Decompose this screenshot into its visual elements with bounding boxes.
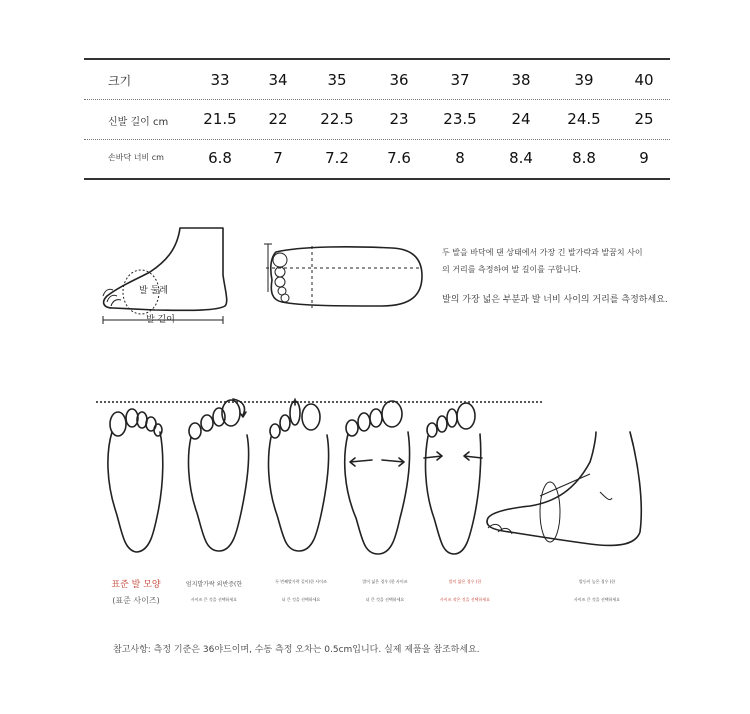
foot-type-bunion-sub: 사이즈 큰 것을 선택하세요 bbox=[190, 597, 238, 602]
length-label: 발 길이 bbox=[146, 315, 175, 325]
measure-desc-line2: 의 거리를 측정하여 발 길이를 구합니다. bbox=[442, 265, 581, 274]
table-cell: 39 bbox=[574, 71, 594, 89]
wide-foot-illustration bbox=[342, 398, 414, 558]
footnote: 참고사항: 측정 기준은 36야드이며, 수동 측정 오차는 0.5cm입니다. 실제 제품을 참조하세요. bbox=[113, 645, 480, 655]
table-cell: 24 bbox=[511, 110, 531, 128]
foot-type-standard-title: 표준 발 모양 bbox=[111, 580, 161, 590]
table-cell: 25 bbox=[634, 110, 654, 128]
table-cell: 37 bbox=[450, 71, 470, 89]
table-bottom-rule bbox=[84, 178, 670, 180]
row-label-width: 손바닥 너비 cm bbox=[108, 153, 164, 162]
table-top-rule bbox=[84, 58, 670, 60]
foot-type-wide-title: 발이 넓은 경우 (한 사이즈 bbox=[362, 579, 408, 584]
table-cell: 35 bbox=[327, 71, 347, 89]
table-cell: 36 bbox=[389, 71, 409, 89]
foot-top-measure-illustration bbox=[262, 240, 432, 315]
foot-type-high-instep-sub: 사이즈 큰 것을 선택하세요 bbox=[573, 597, 621, 602]
bunion-foot-illustration bbox=[185, 395, 255, 557]
table-cell: 24.5 bbox=[567, 110, 601, 128]
foot-type-standard-sub: (표준 사이즈) bbox=[112, 596, 160, 605]
foot-type-bunion-title: 엄지발가락 외반증(한 bbox=[185, 581, 243, 588]
foot-type-thin-sub: 사이즈 작은 것을 선택하세요 bbox=[439, 597, 491, 602]
table-cell: 34 bbox=[268, 71, 288, 89]
standard-foot-illustration bbox=[104, 402, 166, 557]
table-cell: 22.5 bbox=[320, 110, 354, 128]
table-cell: 23.5 bbox=[443, 110, 477, 128]
table-cell: 23 bbox=[389, 110, 409, 128]
table-cell: 8 bbox=[455, 149, 465, 167]
girth-label: 발 둘레 bbox=[139, 286, 168, 296]
table-cell: 7.2 bbox=[325, 149, 349, 167]
row-label-length: 신발 길이 cm bbox=[108, 117, 169, 128]
table-row-divider bbox=[84, 139, 670, 140]
foot-type-long-toe-title: 두 번째발가락 길이(한 사이즈 bbox=[275, 579, 327, 584]
measure-desc-line3: 발의 가장 넓은 부분과 발 너비 사이의 거리를 측정하세요. bbox=[442, 295, 668, 305]
table-cell: 6.8 bbox=[208, 149, 232, 167]
table-cell: 22 bbox=[268, 110, 288, 128]
high-instep-foot-illustration bbox=[480, 402, 650, 552]
table-cell: 38 bbox=[511, 71, 531, 89]
table-cell: 40 bbox=[634, 71, 654, 89]
long-second-toe-foot-illustration bbox=[265, 397, 335, 557]
foot-type-thin-title: 발이 얇은 경우 (한 bbox=[448, 579, 482, 584]
table-cell: 7.6 bbox=[387, 149, 411, 167]
table-cell: 21.5 bbox=[203, 110, 237, 128]
table-cell: 33 bbox=[210, 71, 230, 89]
table-row-divider bbox=[84, 99, 670, 100]
foot-type-wide-sub: 더 큰 것을 선택하세요 bbox=[365, 597, 405, 602]
table-cell: 8.8 bbox=[572, 149, 596, 167]
foot-type-long-toe-sub: 더 큰 것을 선택하세요 bbox=[281, 597, 321, 602]
table-cell: 7 bbox=[273, 149, 283, 167]
table-cell: 9 bbox=[639, 149, 649, 167]
measure-desc-line1: 두 발을 바닥에 댄 상태에서 가장 긴 발가락과 발꿈치 사이 bbox=[442, 248, 643, 257]
row-label-size: 크기 bbox=[108, 74, 132, 88]
table-cell: 8.4 bbox=[509, 149, 533, 167]
foot-type-high-instep-title: 발등이 높은 경우 (한 bbox=[578, 579, 616, 584]
